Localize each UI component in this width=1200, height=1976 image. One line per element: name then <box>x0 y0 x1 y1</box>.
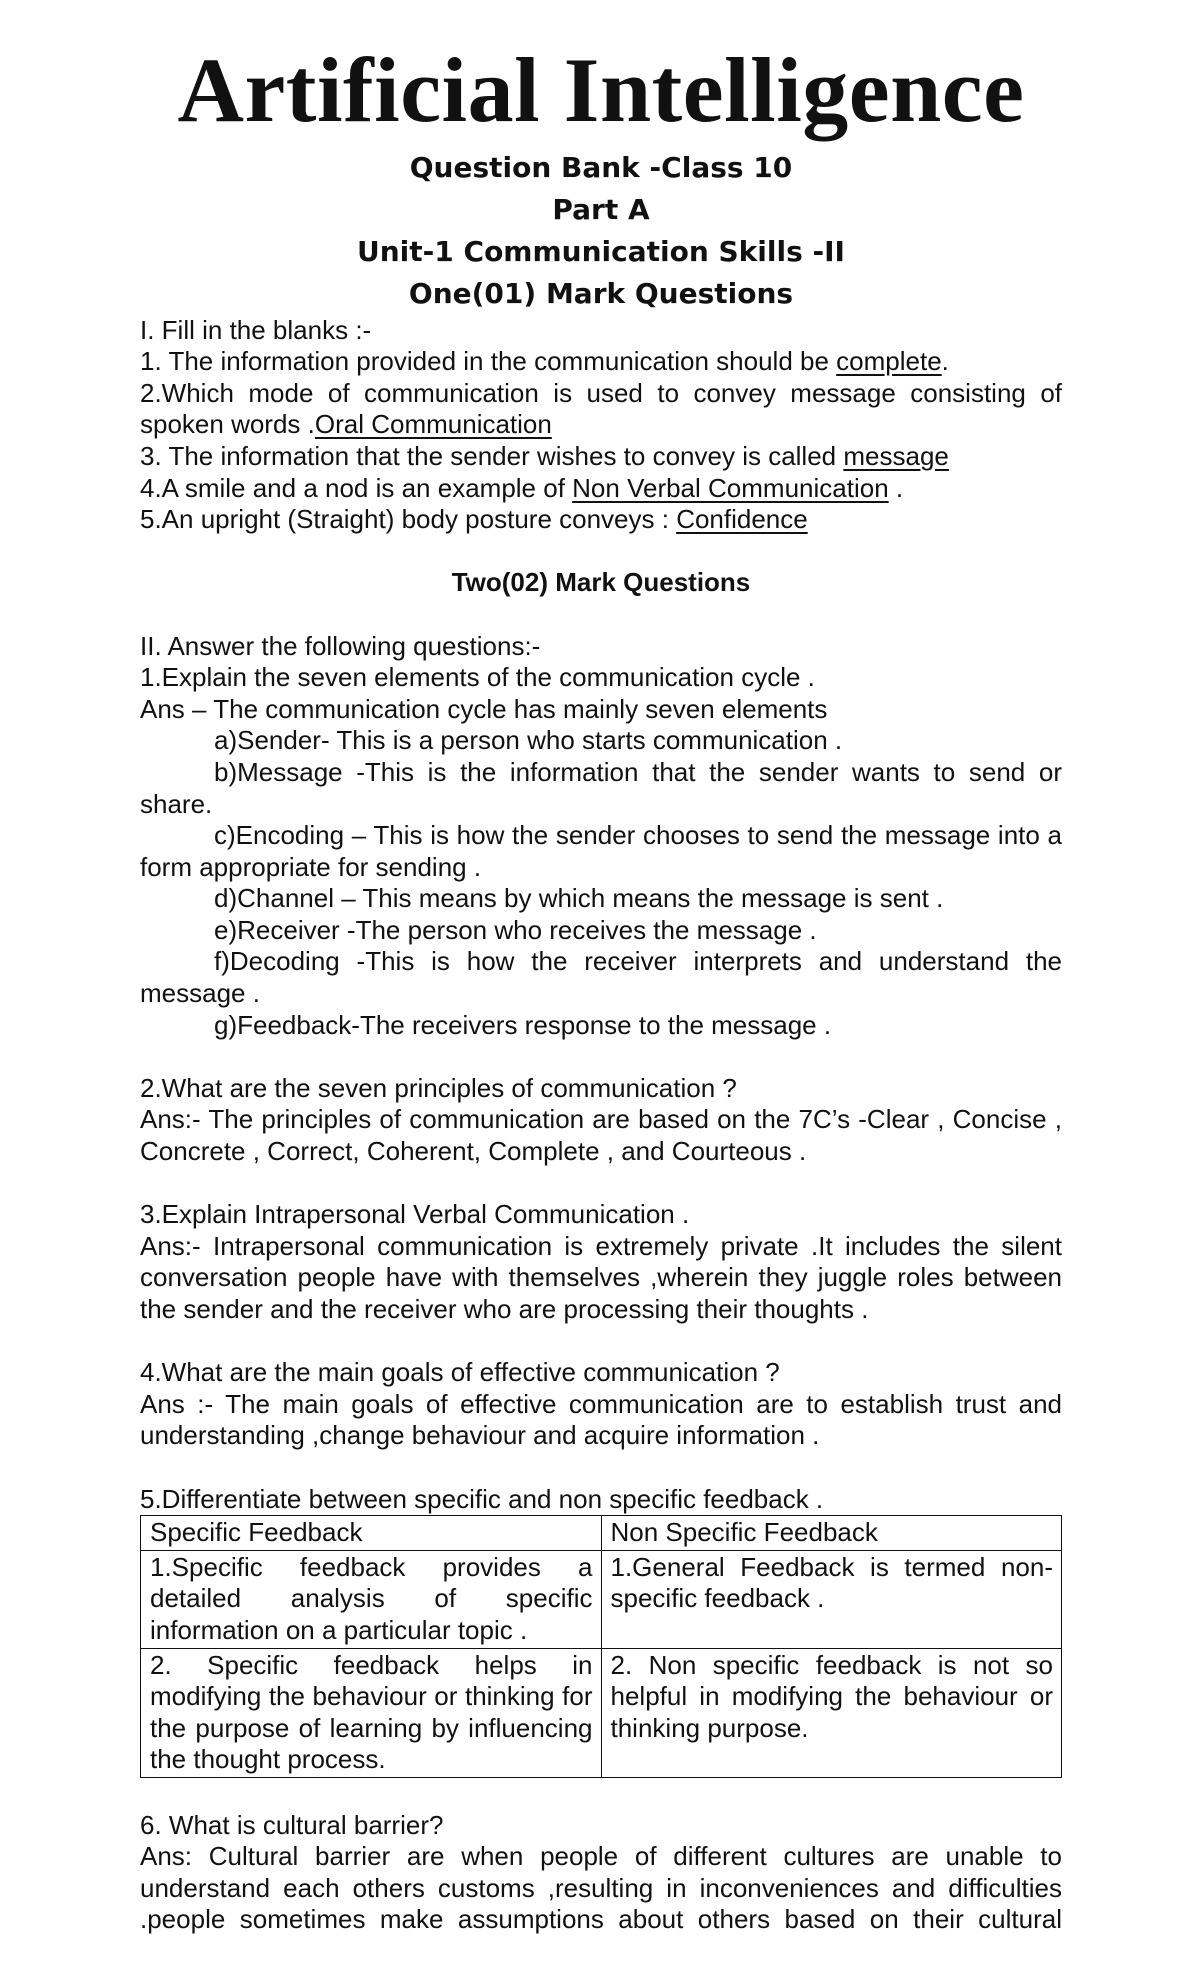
question-bank-label: Question Bank -Class 10 <box>409 150 793 184</box>
table-cell <box>141 1550 602 1648</box>
answer: Ans – The communication cycle has mainly seven elements <box>140 693 828 724</box>
list-item: c)Encoding – This is how the sender chooses to send the message into a form appropriate for sending . <box>140 820 1062 882</box>
blank-answer: complete <box>836 346 942 377</box>
table-header-cell: Specific Feedback <box>141 1516 602 1551</box>
question: 3.Explain Intrapersonal Verbal Communication . <box>140 1199 690 1230</box>
cell-text: 1.Specific feedback provides a detailed analysis of specific information on a particular topic . <box>150 1551 593 1645</box>
question: 2.What are the seven principles of communication ? <box>140 1072 737 1103</box>
table-row <box>141 1648 1062 1777</box>
feedback-comparison-table <box>140 1515 1062 1778</box>
question-text: 3. The information that the sender wishes to convey is called <box>140 440 844 471</box>
list-item: e)Receiver -The person who receives the message . <box>214 914 817 945</box>
table-cell <box>141 1648 602 1777</box>
table-row <box>141 1550 1062 1648</box>
question-text: 5.An upright (Straight) body posture conveys : <box>140 504 677 535</box>
one-mark-heading: One(01) Mark Questions <box>408 276 794 310</box>
cell-text: 2. Specific feedback helps in modifying the behaviour or thinking for the purpose of learning by influencing the thought process. <box>150 1649 593 1775</box>
blank-answer: Confidence <box>676 504 808 535</box>
answer: Ans:- Intrapersonal communication is extremely private .It includes the silent conversation people have with themselves ,wherein they juggle roles between the sender and the receiver who are processing their thoughts . <box>140 1230 1062 1324</box>
cell-text: 1.General Feedback is termed non-specific feedback . <box>610 1551 1053 1614</box>
question-text: . <box>888 472 904 503</box>
answer-questions-heading: II. Answer the following questions:- <box>140 630 541 661</box>
question: 5.Differentiate between specific and non specific feedback . <box>140 1483 824 1514</box>
unit-label: Unit-1 Communication Skills -II <box>357 234 845 268</box>
question: 4.What are the main goals of effective communication ? <box>140 1357 780 1388</box>
question-text: 2.Which mode of communication is used to convey message consisting of spoken words . <box>140 377 1062 440</box>
table-cell <box>601 1648 1062 1777</box>
blank-answer: Non Verbal Communication <box>572 472 889 503</box>
fill-blank-question <box>140 504 1062 536</box>
fill-blank-question <box>140 441 1062 473</box>
blank-answer: message <box>843 440 949 471</box>
question: 6. What is cultural barrier? <box>140 1809 444 1840</box>
blank-answer: Oral Communication <box>314 409 552 440</box>
table-header-row <box>141 1516 1062 1551</box>
fill-blank-question <box>140 473 1062 505</box>
table-cell <box>601 1550 1062 1648</box>
list-item: d)Channel – This means by which means the message is sent . <box>214 883 944 914</box>
list-item: a)Sender- This is a person who starts communication . <box>214 725 843 756</box>
document-title: Artificial Intelligence <box>177 39 1025 141</box>
question: 1.Explain the seven elements of the communication cycle . <box>140 662 815 693</box>
question-text: 4.A smile and a nod is an example of <box>140 472 573 503</box>
list-item: f)Decoding -This is how the receiver interprets and understand the message . <box>140 946 1062 1009</box>
fill-blanks-heading: I. Fill in the blanks :- <box>140 314 372 345</box>
cell-text: 2. Non specific feedback is not so helpful in modifying the behaviour or thinking purpose. <box>610 1649 1053 1743</box>
question-text: 1. The information provided in the communication should be <box>140 346 837 377</box>
answer: Ans: Cultural barrier are when people of different cultures are unable to understand each others customs ,resulting in inconveniences and difficulties .people sometimes make assumptions about others based on their cultural <box>140 1841 1062 1935</box>
answer: Ans:- The principles of communication are based on the 7C’s -Clear , Concise , Concrete , Correct, Coherent, Complete , and Courteous . <box>140 1104 1062 1167</box>
part-label: Part A <box>552 192 650 226</box>
question-text: . <box>941 346 949 377</box>
list-item: g)Feedback-The receivers response to the message . <box>214 1009 832 1040</box>
two-mark-heading: Two(02) Mark Questions <box>451 567 751 598</box>
fill-blank-question <box>140 378 1062 441</box>
answer: Ans :- The main goals of effective communication are to establish trust and understanding ,change behaviour and acquire information . <box>140 1388 1062 1451</box>
table-header-cell: Non Specific Feedback <box>601 1516 1062 1551</box>
list-item: b)Message -This is the information that the sender wants to send or share. <box>140 756 1062 819</box>
fill-blank-question <box>140 346 1062 378</box>
